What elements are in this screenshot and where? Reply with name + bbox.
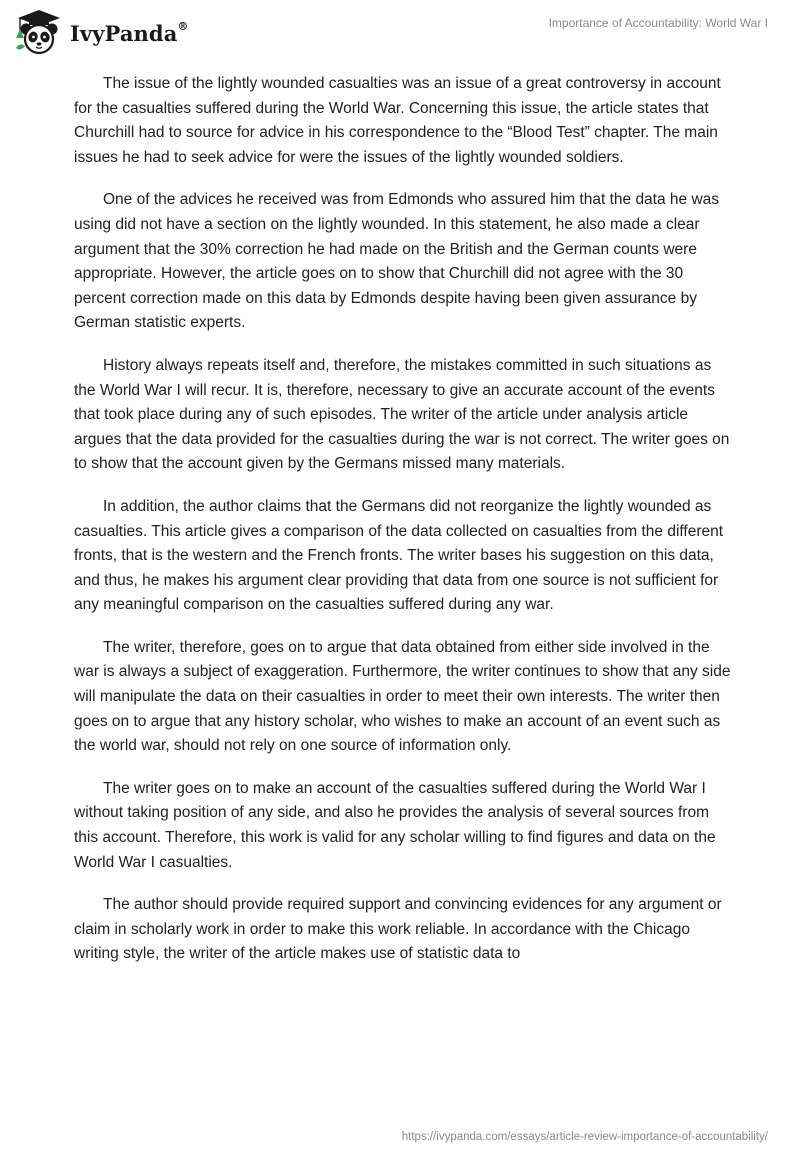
paragraph: In addition, the author claims that the Germans did not reorganize the lightly wounded as casualties. This article gives a comparison of the data collected on casualties from the different fronts, that is the western and the French fronts. The writer bases his suggestion on this data, and thus, he makes his argument clear providing that data from one source is not sufficient for any meaningful comparison on the casualties suffered during any war. xyxy=(74,497,724,614)
paragraph: One of the advices he received was from Edmonds who assured him that the data he was using did not have a section on the lightly wounded. In this statement, he also made a clear argument that the 30% correction he had made on the British and the German counts were appropriate. However, the article goes on to show that Churchill did not agree with the 30 percent correction made on this data by Edmonds despite having been given assurance by German statistic experts. xyxy=(74,191,720,332)
paragraph: The writer goes on to make an account of the casualties suffered during the World War I without taking position of any side, and also he provides the analysis of several sources from this account. Therefore, this work is valid for any scholar willing to find figures and data on the World War I casualties. xyxy=(74,779,716,871)
logo-name: IvyPanda xyxy=(70,20,178,46)
paragraph: The author should provide required support and convincing evidences for any argument or claim in scholarly work in order to make this work reliable. In accordance with the Chicago writing style, the writer of the article makes use of statistic data to xyxy=(74,896,722,963)
essay-body xyxy=(74,72,734,985)
ivypanda-logo[interactable] xyxy=(14,8,189,56)
page-header xyxy=(0,0,800,64)
paragraph: The issue of the lightly wounded casualties was an issue of a great controversy in account for the casualties suffered during the World War. Concerning this issue, the article states that Churchill had to source for advice in his correspondence to the “Blood Test” chapter. The main issues he had to seek advice for were the issues of the lightly wounded soldiers. xyxy=(74,75,721,166)
logo-wordmark xyxy=(70,21,189,46)
panda-graduate-icon xyxy=(14,8,64,56)
source-url-link[interactable]: https://ivypanda.com/essays/article-review-importance-of-accountability/ xyxy=(401,1131,768,1143)
registered-mark: ® xyxy=(177,19,189,33)
paragraph: The writer, therefore, goes on to argue that data obtained from either side involved in the war is always a subject of exaggeration. Furthermore, the writer continues to show that any side will manipulate the data on their casualties in order to meet their own interests. The writer then goes on to argue that any history scholar, who wishes to make an account of an event such as the world war, should not rely on one source of information only. xyxy=(74,638,731,755)
document-title: Importance of Accountability: World War I xyxy=(548,16,768,30)
paragraph: History always repeats itself and, therefore, the mistakes committed in such situations as the World War I will recur. It is, therefore, necessary to give an accurate account of the events that took place during any of such episodes. The writer of the article under analysis article argues that the data provided for the casualties during the war is not correct. The writer goes on to show that the account given by the Germans missed many materials. xyxy=(74,356,730,473)
